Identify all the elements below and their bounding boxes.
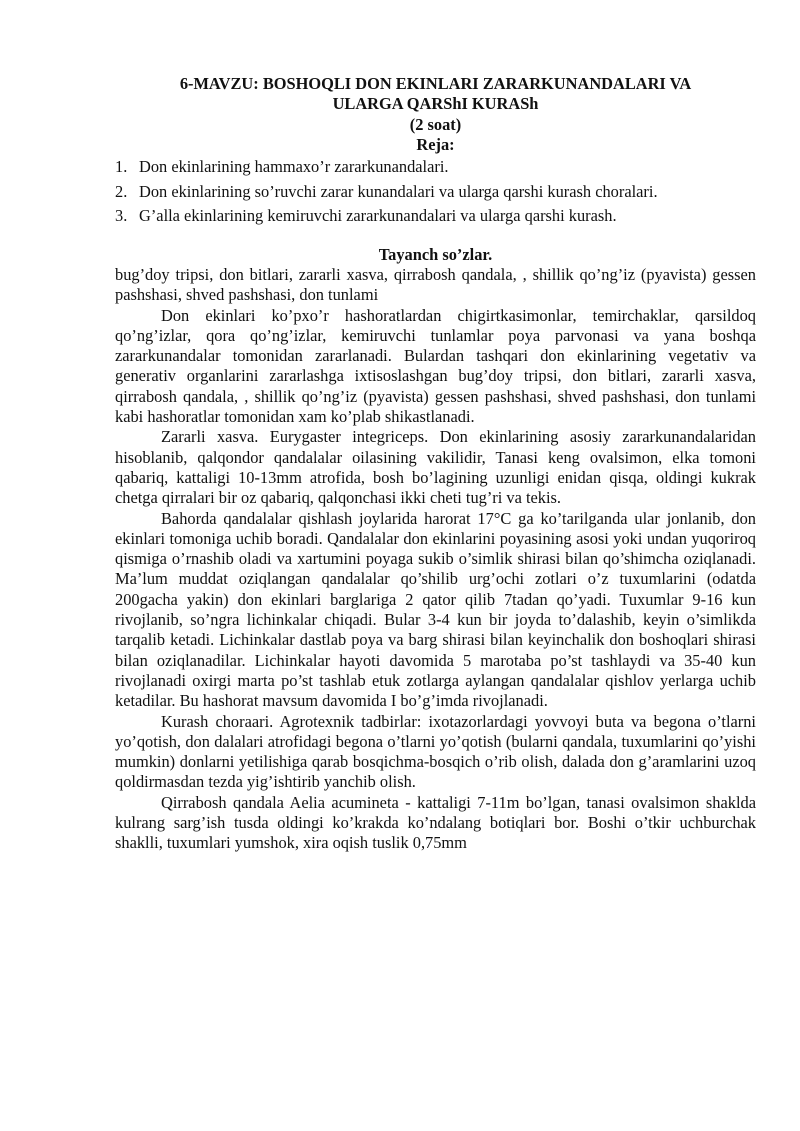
plan-item [115, 180, 756, 205]
title-line-1: 6-MAVZU: BOSHOQLI DON EKINLARI ZARARKUNANDALARI VA [179, 74, 692, 93]
keywords-text: bug’doy tripsi, don bitlari, zararli xasva, qirrabosh qandala, , shillik qo’ng’iz (pyavista) gessen pashshasi, shved pashshasi, don tunlami [115, 264, 756, 305]
body-paragraph: Qirrabosh qandala Aelia acumineta - kattaligi 7-11m bo’lgan, tanasi ovalsimon shaklda kulrang sarg’ish tusda oldingi ko’krakda ko’ndalang botiqlari bor. Boshi o’tkir uchburchak shaklli, tuxumlari yumshok, xira oqish tuslik 0,75mm [115, 792, 756, 853]
body-paragraph: Kurash choraari. Agrotexnik tadbirlar: ixotazorlardagi yovvoyi buta va begona o’tlarni yo’qotish, don dalalari atrofidagi begona o’tlarni yo’qotish (bularni qandala, tuxumlarini qo’yishi mumkin) donlarni yetilishiga qarab bosqichma-bosqich o’rib olish, dalada don g’aramlarini uzoq qoldirmasdan tezda yig’ishtirib yanchib olish. [115, 711, 756, 792]
document-page [115, 74, 756, 854]
plan-list [115, 155, 756, 229]
body-paragraph: Bahorda qandalalar qishlash joylarida harorat 17°C ga ko’tarilganda ular jonlanib, don ekinlari tomoniga uchib boradi. Qandalalar don ekinlarini poyasining asosi yoki undan yuqoriroq qismiga o’rnashib oladi va xartumini poyaga sukib o’simlik shirasi bilan qo’shimcha oziqlanadi. Ma’lum muddat oziqlangan qandalalar qo’shilib urg’ochi zotlari o’z tuxumlarini (odatda 200gacha yakin) don ekinlari barglariga 2 qator qilib 7tadan qo’yadi. Tuxumlar 9-16 kun rivojlanib, so’ngra lichinkalar chiqadi. Bular 3-4 kun bir joyda to’dalashib, keyin o’simlikda tarqalib ketadi. Lichinkalar dastlab poya va barg shirasi bilan keyinchalik don boshoqlari shirasi bilan oziqlanadilar. Lichinkalar hayoti davomida 5 marotaba po’st tashlaydi va 35-40 kun rivojlanadi oxirgi marta po’st tashlab etuk zotlarga aylangan qandalalar qishlov yerlarga uchib ketadilar. Bu hashorat mavsum davomida I bo’g’imda rivojlanadi. [115, 508, 756, 711]
title-line-2: ULARGA QARShI KURASh [332, 94, 539, 114]
plan-item-text: Don ekinlarining hammaxo’r zararkunandalari. [139, 157, 449, 177]
hours-label: (2 soat) [409, 114, 462, 134]
plan-item-number: 3. [115, 206, 128, 226]
keywords-heading: Tayanch so’zlar. [378, 244, 493, 264]
plan-item-text: G’alla ekinlarining kemiruvchi zararkunandalari va ularga qarshi kurash. [139, 206, 617, 226]
plan-item-number: 2. [115, 181, 128, 201]
plan-item [115, 155, 756, 180]
body-paragraph: Don ekinlari ko’pxo’r hashoratlardan chigirtkasimonlar, temirchaklar, qarsildoq qo’ng’izlar, qora qo’ng’izlar, kemiruvchi tunlamlar poya parvonasi va yana boshqa zararkunandalar tomonidan zararlanadi. Bulardan tashqari don ekinlarining vegetativ va generativ organlarini zararlashga ixtisoslashgan bug’doy tripsi, don bitlari, zararli xasva, qirrabosh qandala, , shillik qo’ng’iz (pyavista) gessen pashshasi, shved pashshasi, don tunlami kabi hashoratlar tomonidan xam ko’plab shikastlanadi. [115, 305, 756, 427]
plan-item-text: Don ekinlarining so’ruvchi zarar kunandalari va ularga qarshi kurash choralari. [139, 181, 658, 201]
plan-heading: Reja: [416, 134, 455, 154]
body-paragraph: Zararli xasva. Eurygaster integriceps. Don ekinlarining asosiy zararkunandalaridan hisoblanib, qalqondor qandalalar oilasining vakilidir, Tanasi keng ovalsimon, elka tomoni qabariq, kattaligi 10-13mm atrofida, bosh bo’lagining uzunligi enidan qisqa, oldingi kukrak chetga qirralari bir oz qabariq, qalqonchasi ikki cheti tug’ri va tekis. [115, 427, 756, 508]
plan-item-number: 1. [115, 157, 128, 177]
plan-item [115, 204, 756, 229]
